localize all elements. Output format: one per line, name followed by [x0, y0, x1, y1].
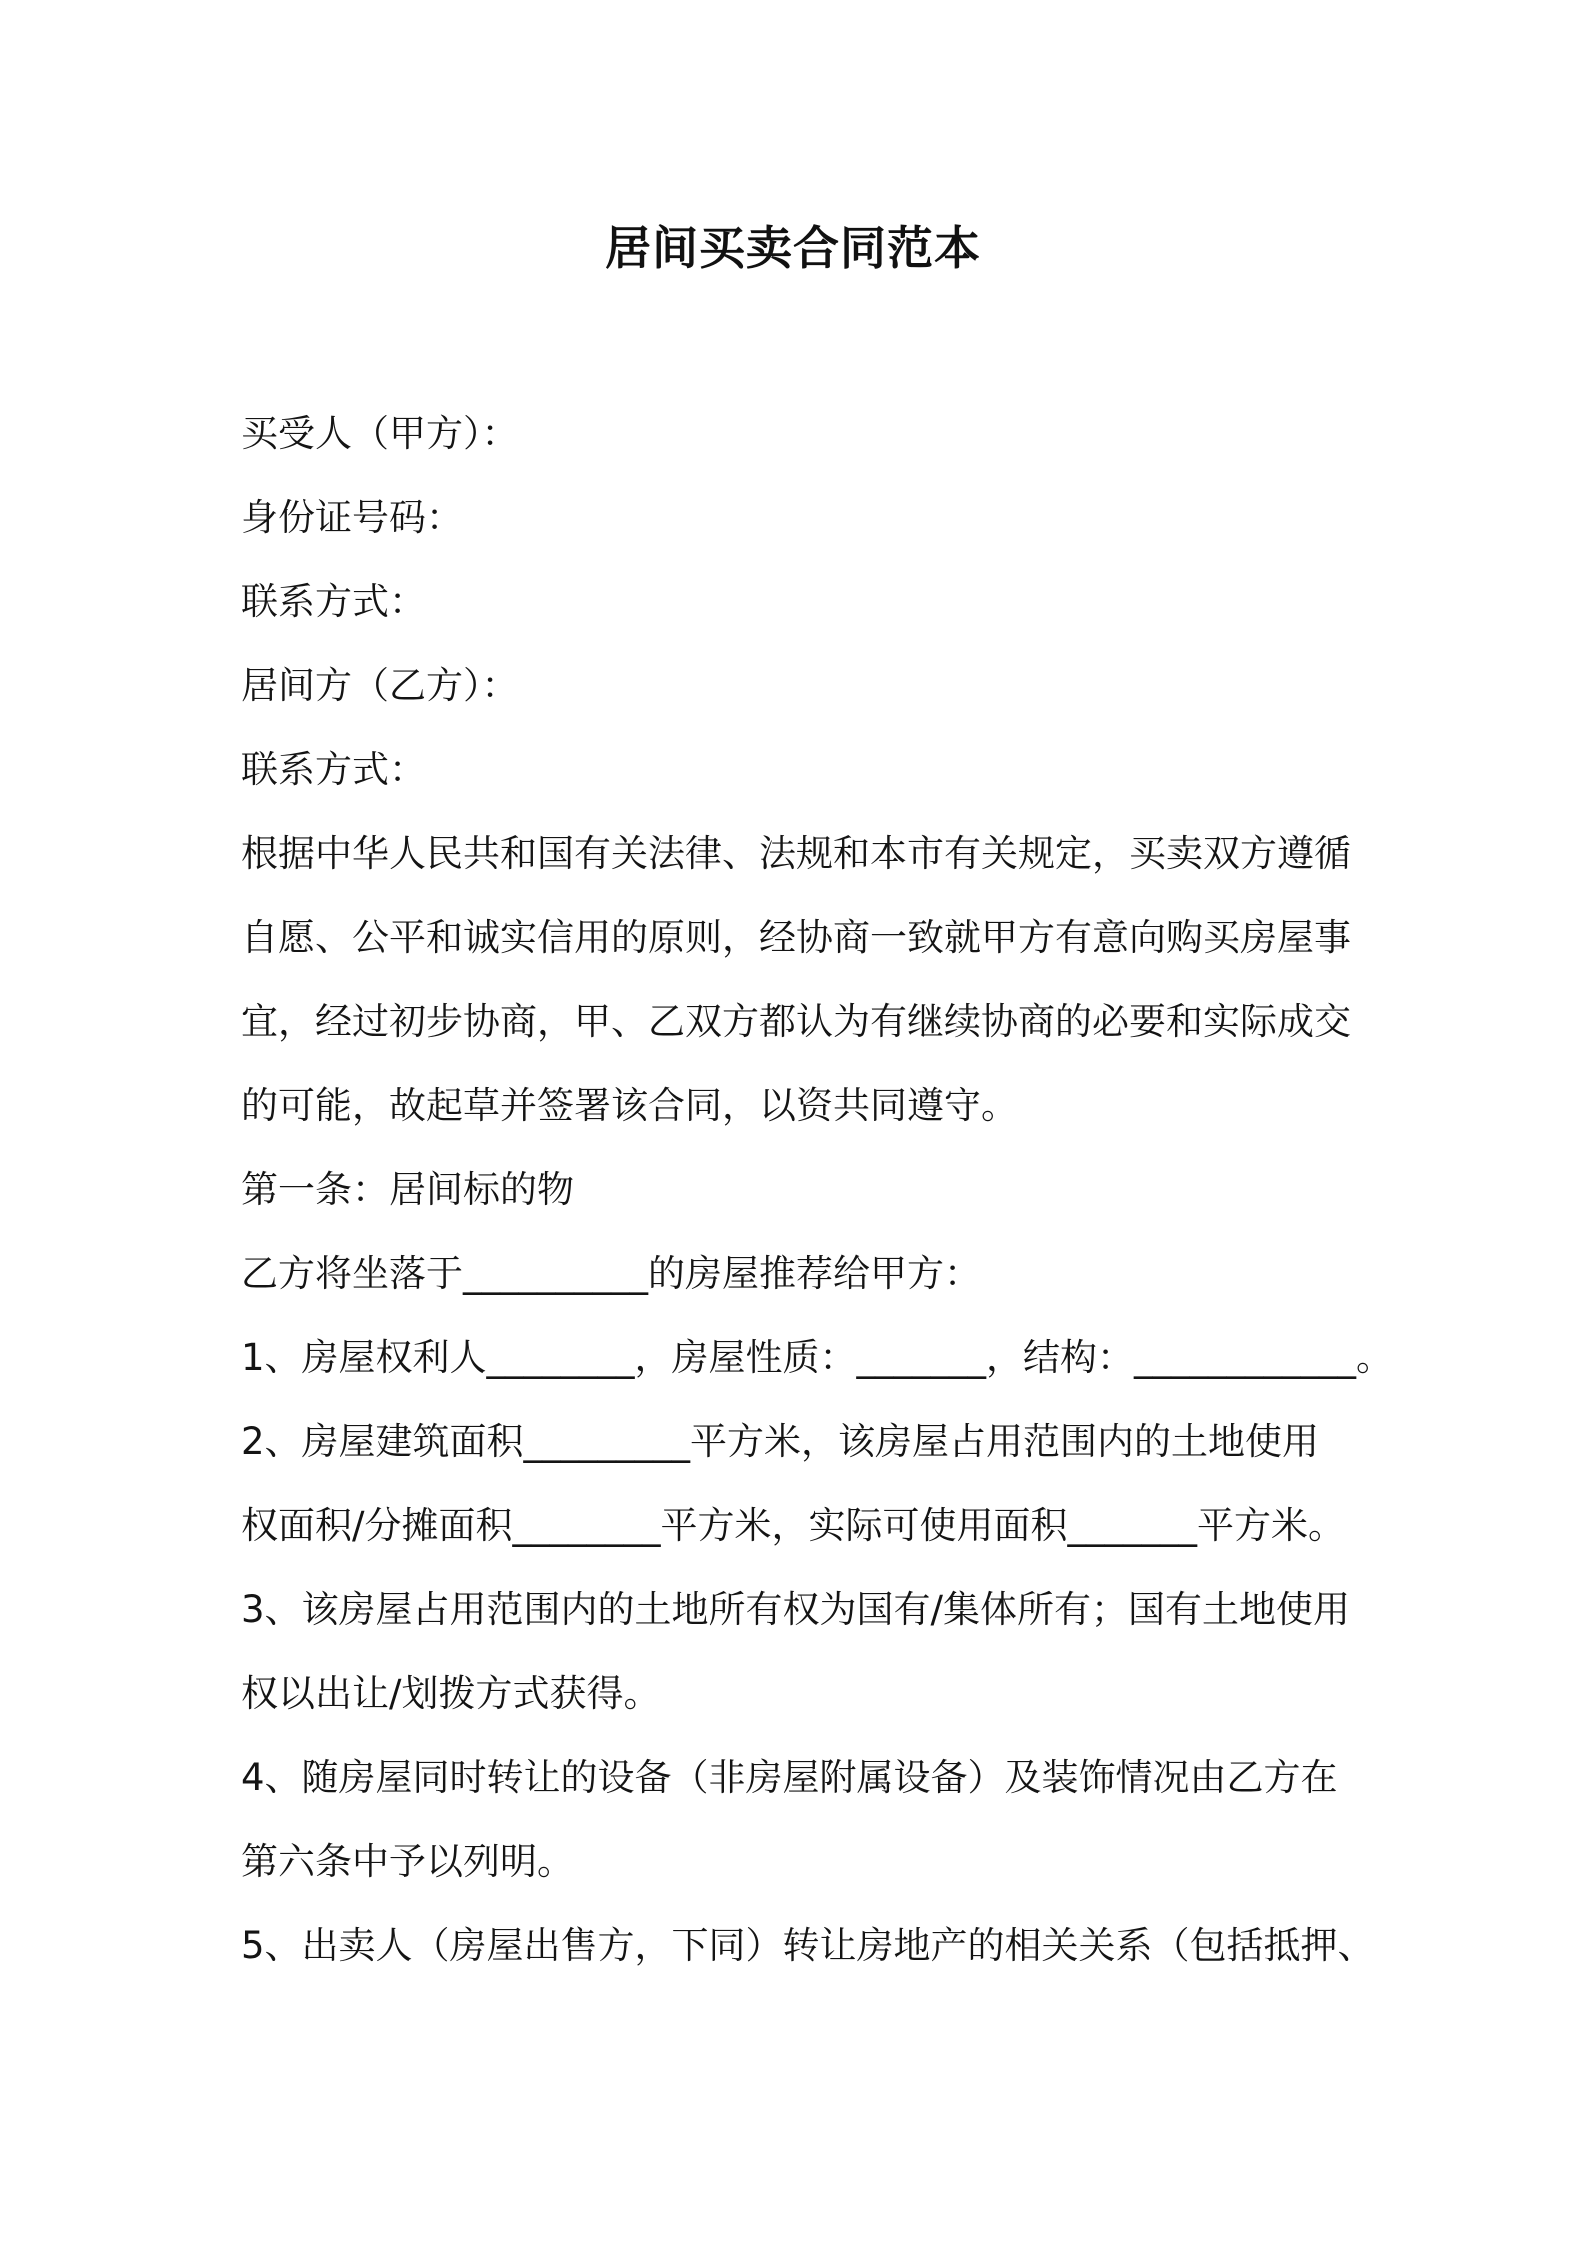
broker-field: 居间方（乙方）：: [241, 664, 519, 707]
clause-4-line-2: 第六条中予以列明。: [241, 1840, 574, 1883]
preamble-line-1: 根据中华人民共和国有关法律、法规和本市有关规定，买卖双方遵循: [241, 832, 1351, 875]
id-number-field: 身份证号码：: [241, 496, 463, 539]
document-title: 居间买卖合同范本: [605, 221, 981, 275]
clause-5-line-1: 5、出卖人（房屋出售方，下同）转让房地产的相关关系（包括抵押、: [241, 1924, 1375, 1967]
clause-3-line-2: 权以出让/划拨方式获得。: [241, 1672, 661, 1715]
clause-4-line-1: 4、随房屋同时转让的设备（非房屋附属设备）及装饰情况由乙方在: [241, 1756, 1338, 1799]
preamble-line-2: 自愿、公平和诚实信用的原则，经协商一致就甲方有意向购买房屋事: [241, 916, 1351, 959]
preamble-line-4: 的可能，故起草并签署该合同，以资共同遵守。: [241, 1084, 1018, 1127]
buyer-contact-field: 联系方式：: [241, 580, 426, 623]
preamble-line-3: 宜，经过初步协商，甲、乙双方都认为有继续协商的必要和实际成交: [241, 1000, 1351, 1043]
clause-2-line-1: 2、房屋建筑面积_________平方米，该房屋占用范围内的土地使用: [241, 1420, 1320, 1463]
article-1-heading: 第一条：居间标的物: [241, 1168, 574, 1211]
clause-1: 1、房屋权利人________，房屋性质：_______，结构：____________。: [241, 1336, 1394, 1379]
broker-contact-field: 联系方式：: [241, 748, 426, 791]
buyer-field: 买受人（甲方）：: [241, 412, 519, 455]
clause-2-line-2: 权面积/分摊面积________平方米，实际可使用面积_______平方米。: [241, 1504, 1345, 1547]
article-1-intro: 乙方将坐落于__________的房屋推荐给甲方：: [241, 1252, 981, 1295]
clause-3-line-1: 3、该房屋占用范围内的土地所有权为国有/集体所有；国有土地使用: [241, 1588, 1351, 1631]
